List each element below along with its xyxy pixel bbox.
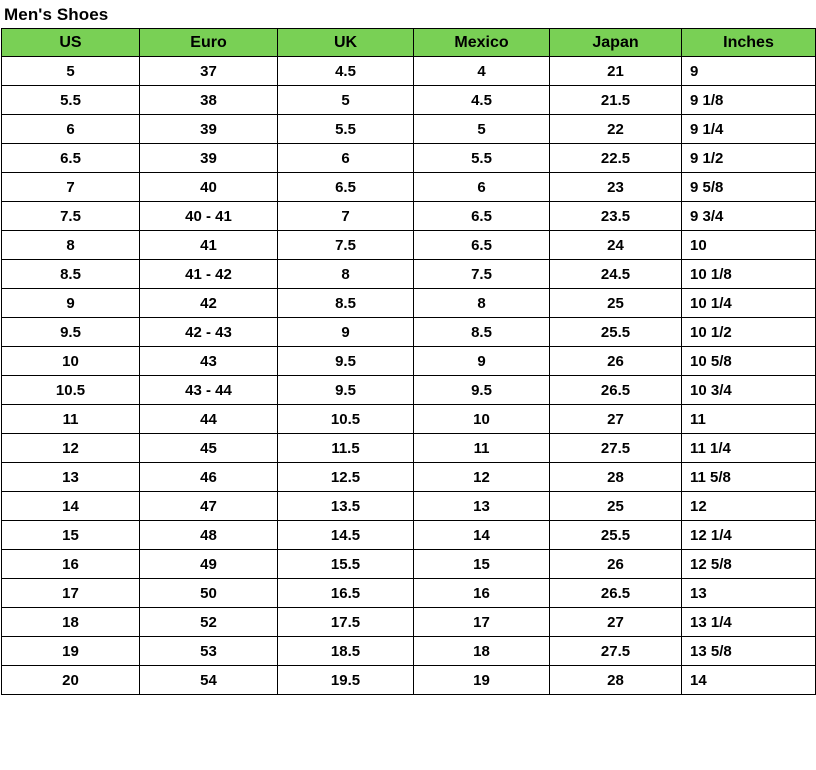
column-header-inches: Inches xyxy=(682,29,816,57)
table-row xyxy=(2,202,816,231)
cell-japan: 23.5 xyxy=(550,202,682,231)
cell-mexico: 8.5 xyxy=(414,318,550,347)
column-header-mexico: Mexico xyxy=(414,29,550,57)
cell-inches: 10 3/4 xyxy=(682,376,816,405)
cell-us: 8 xyxy=(2,231,140,260)
cell-mexico: 14 xyxy=(414,521,550,550)
table-row xyxy=(2,521,816,550)
cell-us: 11 xyxy=(2,405,140,434)
table-row xyxy=(2,144,816,173)
cell-inches: 11 xyxy=(682,405,816,434)
cell-euro: 40 - 41 xyxy=(140,202,278,231)
cell-inches: 9 1/2 xyxy=(682,144,816,173)
cell-us: 10.5 xyxy=(2,376,140,405)
cell-inches: 11 5/8 xyxy=(682,463,816,492)
cell-us: 12 xyxy=(2,434,140,463)
cell-euro: 42 xyxy=(140,289,278,318)
cell-euro: 38 xyxy=(140,86,278,115)
cell-japan: 27 xyxy=(550,608,682,637)
cell-japan: 26.5 xyxy=(550,376,682,405)
cell-uk: 6.5 xyxy=(278,173,414,202)
table-header xyxy=(2,29,816,57)
cell-us: 7 xyxy=(2,173,140,202)
cell-euro: 40 xyxy=(140,173,278,202)
cell-uk: 17.5 xyxy=(278,608,414,637)
cell-uk: 14.5 xyxy=(278,521,414,550)
cell-us: 10 xyxy=(2,347,140,376)
cell-mexico: 13 xyxy=(414,492,550,521)
cell-mexico: 7.5 xyxy=(414,260,550,289)
cell-japan: 22 xyxy=(550,115,682,144)
cell-uk: 9.5 xyxy=(278,347,414,376)
cell-euro: 37 xyxy=(140,57,278,86)
cell-euro: 39 xyxy=(140,115,278,144)
cell-euro: 44 xyxy=(140,405,278,434)
cell-euro: 47 xyxy=(140,492,278,521)
cell-uk: 6 xyxy=(278,144,414,173)
cell-mexico: 4 xyxy=(414,57,550,86)
shoe-size-table xyxy=(1,28,816,695)
cell-us: 7.5 xyxy=(2,202,140,231)
cell-euro: 45 xyxy=(140,434,278,463)
cell-japan: 21 xyxy=(550,57,682,86)
cell-japan: 26 xyxy=(550,347,682,376)
cell-euro: 50 xyxy=(140,579,278,608)
cell-euro: 52 xyxy=(140,608,278,637)
cell-japan: 25 xyxy=(550,289,682,318)
cell-japan: 25 xyxy=(550,492,682,521)
cell-euro: 41 xyxy=(140,231,278,260)
cell-inches: 9 5/8 xyxy=(682,173,816,202)
cell-inches: 9 1/8 xyxy=(682,86,816,115)
cell-inches: 12 xyxy=(682,492,816,521)
cell-uk: 8.5 xyxy=(278,289,414,318)
cell-uk: 8 xyxy=(278,260,414,289)
cell-mexico: 5.5 xyxy=(414,144,550,173)
cell-inches: 9 3/4 xyxy=(682,202,816,231)
cell-uk: 13.5 xyxy=(278,492,414,521)
cell-japan: 27 xyxy=(550,405,682,434)
cell-inches: 11 1/4 xyxy=(682,434,816,463)
table-row xyxy=(2,318,816,347)
table-row xyxy=(2,434,816,463)
table-row xyxy=(2,376,816,405)
cell-us: 5.5 xyxy=(2,86,140,115)
table-row xyxy=(2,86,816,115)
cell-inches: 10 5/8 xyxy=(682,347,816,376)
column-header-japan: Japan xyxy=(550,29,682,57)
column-header-us: US xyxy=(2,29,140,57)
cell-euro: 39 xyxy=(140,144,278,173)
cell-japan: 24 xyxy=(550,231,682,260)
cell-japan: 25.5 xyxy=(550,318,682,347)
cell-us: 16 xyxy=(2,550,140,579)
table-row xyxy=(2,57,816,86)
cell-mexico: 19 xyxy=(414,666,550,695)
table-row xyxy=(2,260,816,289)
cell-uk: 19.5 xyxy=(278,666,414,695)
table-row xyxy=(2,231,816,260)
cell-us: 9 xyxy=(2,289,140,318)
cell-inches: 13 1/4 xyxy=(682,608,816,637)
cell-us: 6 xyxy=(2,115,140,144)
cell-mexico: 15 xyxy=(414,550,550,579)
cell-us: 6.5 xyxy=(2,144,140,173)
cell-mexico: 10 xyxy=(414,405,550,434)
cell-japan: 26.5 xyxy=(550,579,682,608)
cell-uk: 10.5 xyxy=(278,405,414,434)
cell-uk: 11.5 xyxy=(278,434,414,463)
cell-mexico: 9.5 xyxy=(414,376,550,405)
table-row xyxy=(2,289,816,318)
cell-uk: 9 xyxy=(278,318,414,347)
cell-uk: 4.5 xyxy=(278,57,414,86)
table-row xyxy=(2,666,816,695)
cell-euro: 53 xyxy=(140,637,278,666)
cell-japan: 24.5 xyxy=(550,260,682,289)
cell-uk: 18.5 xyxy=(278,637,414,666)
cell-japan: 27.5 xyxy=(550,637,682,666)
cell-mexico: 18 xyxy=(414,637,550,666)
cell-mexico: 11 xyxy=(414,434,550,463)
cell-euro: 41 - 42 xyxy=(140,260,278,289)
table-row xyxy=(2,492,816,521)
cell-japan: 25.5 xyxy=(550,521,682,550)
cell-mexico: 6.5 xyxy=(414,231,550,260)
cell-us: 19 xyxy=(2,637,140,666)
cell-inches: 14 xyxy=(682,666,816,695)
cell-uk: 9.5 xyxy=(278,376,414,405)
table-row xyxy=(2,173,816,202)
column-header-uk: UK xyxy=(278,29,414,57)
cell-euro: 42 - 43 xyxy=(140,318,278,347)
cell-euro: 49 xyxy=(140,550,278,579)
cell-japan: 23 xyxy=(550,173,682,202)
table-body xyxy=(2,57,816,695)
cell-us: 8.5 xyxy=(2,260,140,289)
cell-japan: 22.5 xyxy=(550,144,682,173)
cell-mexico: 6.5 xyxy=(414,202,550,231)
cell-us: 17 xyxy=(2,579,140,608)
cell-japan: 26 xyxy=(550,550,682,579)
table-row xyxy=(2,347,816,376)
cell-mexico: 16 xyxy=(414,579,550,608)
cell-uk: 12.5 xyxy=(278,463,414,492)
table-row xyxy=(2,115,816,144)
cell-us: 14 xyxy=(2,492,140,521)
table-row xyxy=(2,550,816,579)
table-row xyxy=(2,637,816,666)
cell-mexico: 5 xyxy=(414,115,550,144)
cell-japan: 28 xyxy=(550,463,682,492)
table-header-row xyxy=(2,29,816,57)
cell-inches: 9 1/4 xyxy=(682,115,816,144)
cell-mexico: 9 xyxy=(414,347,550,376)
table-row xyxy=(2,579,816,608)
cell-uk: 5.5 xyxy=(278,115,414,144)
cell-euro: 43 - 44 xyxy=(140,376,278,405)
cell-us: 20 xyxy=(2,666,140,695)
cell-us: 9.5 xyxy=(2,318,140,347)
cell-euro: 43 xyxy=(140,347,278,376)
table-row xyxy=(2,405,816,434)
cell-us: 18 xyxy=(2,608,140,637)
cell-inches: 12 5/8 xyxy=(682,550,816,579)
cell-euro: 48 xyxy=(140,521,278,550)
cell-us: 13 xyxy=(2,463,140,492)
cell-us: 15 xyxy=(2,521,140,550)
cell-mexico: 4.5 xyxy=(414,86,550,115)
cell-euro: 54 xyxy=(140,666,278,695)
table-row xyxy=(2,608,816,637)
cell-uk: 7.5 xyxy=(278,231,414,260)
column-header-euro: Euro xyxy=(140,29,278,57)
cell-inches: 10 1/2 xyxy=(682,318,816,347)
cell-inches: 10 xyxy=(682,231,816,260)
page-title: Men's Shoes xyxy=(4,5,109,24)
cell-mexico: 8 xyxy=(414,289,550,318)
cell-mexico: 17 xyxy=(414,608,550,637)
cell-japan: 28 xyxy=(550,666,682,695)
cell-inches: 10 1/8 xyxy=(682,260,816,289)
cell-uk: 15.5 xyxy=(278,550,414,579)
cell-mexico: 6 xyxy=(414,173,550,202)
cell-inches: 12 1/4 xyxy=(682,521,816,550)
cell-mexico: 12 xyxy=(414,463,550,492)
cell-japan: 27.5 xyxy=(550,434,682,463)
cell-euro: 46 xyxy=(140,463,278,492)
cell-inches: 9 xyxy=(682,57,816,86)
cell-uk: 5 xyxy=(278,86,414,115)
cell-inches: 13 5/8 xyxy=(682,637,816,666)
cell-us: 5 xyxy=(2,57,140,86)
cell-uk: 16.5 xyxy=(278,579,414,608)
cell-inches: 10 1/4 xyxy=(682,289,816,318)
cell-inches: 13 xyxy=(682,579,816,608)
cell-uk: 7 xyxy=(278,202,414,231)
cell-japan: 21.5 xyxy=(550,86,682,115)
table-row xyxy=(2,463,816,492)
